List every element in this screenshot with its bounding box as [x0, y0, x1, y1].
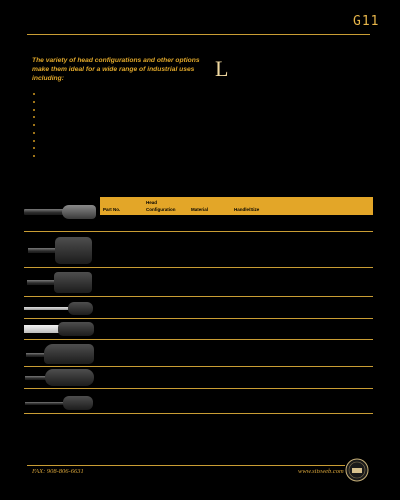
page-code: G11 [353, 14, 380, 29]
top-divider [27, 34, 370, 35]
table-header [100, 197, 373, 215]
table-row-divider [24, 231, 373, 232]
foam-swab-small-head-icon [25, 396, 94, 410]
header-head: Head [146, 200, 158, 205]
table-row-divider [24, 296, 373, 297]
website-url[interactable]: www.sitsweb.com [298, 468, 344, 475]
table-row-divider [24, 339, 373, 340]
foam-swab-round-head-icon [25, 369, 94, 386]
table-row-divider [24, 318, 373, 319]
foam-swab-angled-icon [26, 344, 94, 364]
table-row-divider [24, 388, 373, 389]
table-row-divider [24, 366, 373, 367]
header-material: Material [191, 207, 209, 212]
intro-text: The variety of head configurations and other options make them ideal for a wide range of industrial uses including: [32, 57, 200, 82]
table-row-divider [24, 413, 373, 414]
header-part-no: Part No. [103, 207, 121, 212]
section-letter: L [215, 56, 229, 81]
fax-number: FAX: 908-806-6631 [32, 468, 84, 475]
foam-swab-white-handle-icon [24, 322, 94, 336]
company-logo [345, 458, 369, 482]
bottom-divider [27, 465, 345, 466]
foam-swab-rectangular-icon [27, 272, 93, 293]
foam-swab-large-paddle-icon [28, 237, 94, 264]
header-handle-size: Handle/Size [234, 207, 260, 212]
table-row-divider [24, 267, 373, 268]
foam-swab-tapered-icon [24, 205, 94, 219]
header-configuration: Configuration [146, 207, 176, 212]
foam-swab-thin-long-icon [24, 302, 94, 315]
